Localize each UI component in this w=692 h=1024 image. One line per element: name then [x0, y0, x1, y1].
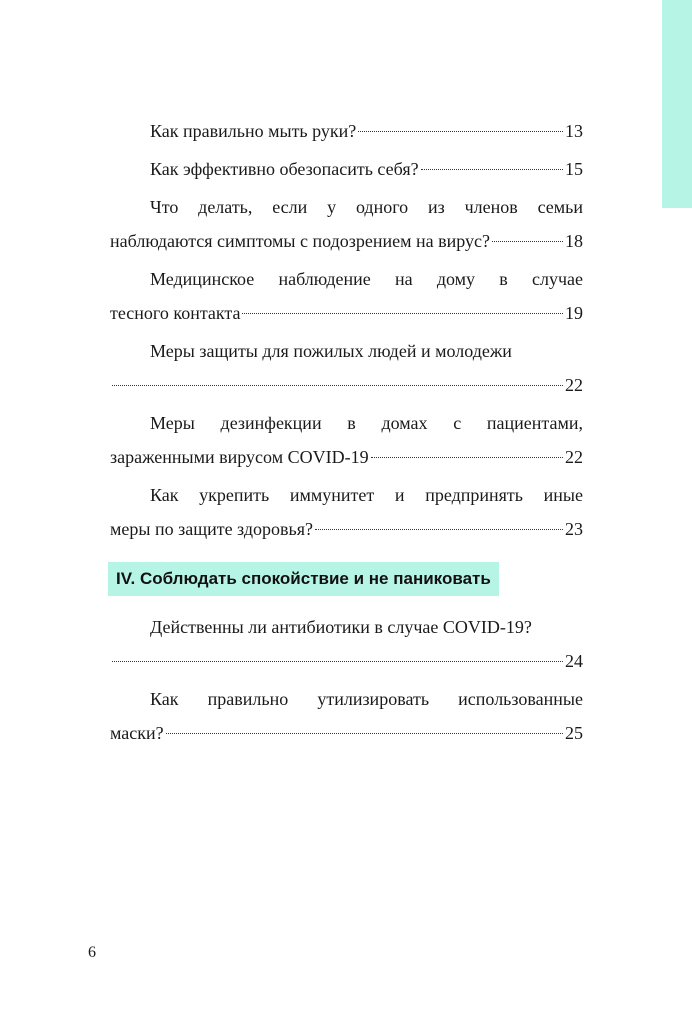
toc-entry-page: 22 [565, 375, 583, 395]
toc-entry-line [110, 224, 583, 258]
section-heading[interactable]: IV. Соблюдать спокойствие и не паниковать [108, 562, 499, 596]
dot-leader [421, 169, 563, 170]
toc-entry[interactable] [110, 334, 583, 402]
dot-leader [358, 131, 563, 132]
toc-entry-title-line1: Меры дезинфекции в домах с пациентами, [150, 413, 583, 433]
toc-entry-page: 13 [565, 121, 583, 141]
toc-entry-title: Как эффективно обезопасить себя? [150, 159, 419, 179]
toc-entry-title-line1: Меры защиты для пожилых людей и молодежи [150, 341, 512, 361]
toc-entry-title-line2: маски? [110, 723, 164, 743]
toc-entry-title-line1: Как укрепить иммунитет и предпринять иные [150, 485, 583, 505]
toc-entry-line [110, 152, 583, 186]
toc-entry[interactable] [110, 610, 583, 678]
dot-leader [112, 385, 563, 386]
toc-entry-page: 22 [565, 447, 583, 467]
toc-entry[interactable] [110, 682, 583, 750]
dot-leader [242, 313, 563, 314]
dot-leader [112, 661, 563, 662]
dot-leader [371, 457, 563, 458]
toc-entry-line [110, 114, 583, 148]
toc-entry-title-line2: зараженными вирусом COVID-19 [110, 447, 369, 467]
dot-leader [492, 241, 563, 242]
toc-entry[interactable] [110, 152, 583, 186]
toc-entry-line [110, 368, 583, 402]
toc-entry-title: Как правильно мыть руки? [150, 121, 357, 141]
toc-entry[interactable] [110, 478, 583, 546]
page-number: 6 [88, 944, 96, 961]
dot-leader [315, 529, 563, 530]
toc-entry-line [110, 512, 583, 546]
toc-entry-page: 19 [565, 303, 583, 323]
toc-entry-line [110, 716, 583, 750]
toc-entry-line [110, 644, 583, 678]
toc-entry-page: 23 [565, 519, 583, 539]
toc-entry-page: 18 [565, 231, 583, 251]
toc-entry-line [110, 296, 583, 330]
toc-entry-page: 25 [565, 723, 583, 743]
toc-entry-page: 24 [565, 651, 583, 671]
toc-entry-title-line1: Что делать, если у одного из членов семьи [150, 197, 583, 217]
table-of-contents [110, 114, 583, 750]
toc-entry-line [110, 440, 583, 474]
toc-entry-page: 15 [565, 159, 583, 179]
toc-entry-title-line1: Как правильно утилизировать использованные [150, 689, 583, 709]
toc-entry-title-line1: Действенны ли антибиотики в случае COVID-19? [150, 617, 532, 637]
toc-entry-title-line2: тесного контакта [110, 303, 241, 323]
toc-entry[interactable] [110, 262, 583, 330]
dot-leader [166, 733, 563, 734]
chapter-edge-tab [662, 0, 692, 208]
toc-entry-title-line2: меры по защите здоровья? [110, 519, 313, 539]
toc-entry[interactable] [110, 190, 583, 258]
toc-entry-title-line2: наблюдаются симптомы с подозрением на вирус? [110, 231, 490, 251]
toc-entry[interactable] [110, 114, 583, 148]
toc-entry[interactable] [110, 406, 583, 474]
toc-entry-title-line1: Медицинское наблюдение на дому в случае [150, 269, 583, 289]
